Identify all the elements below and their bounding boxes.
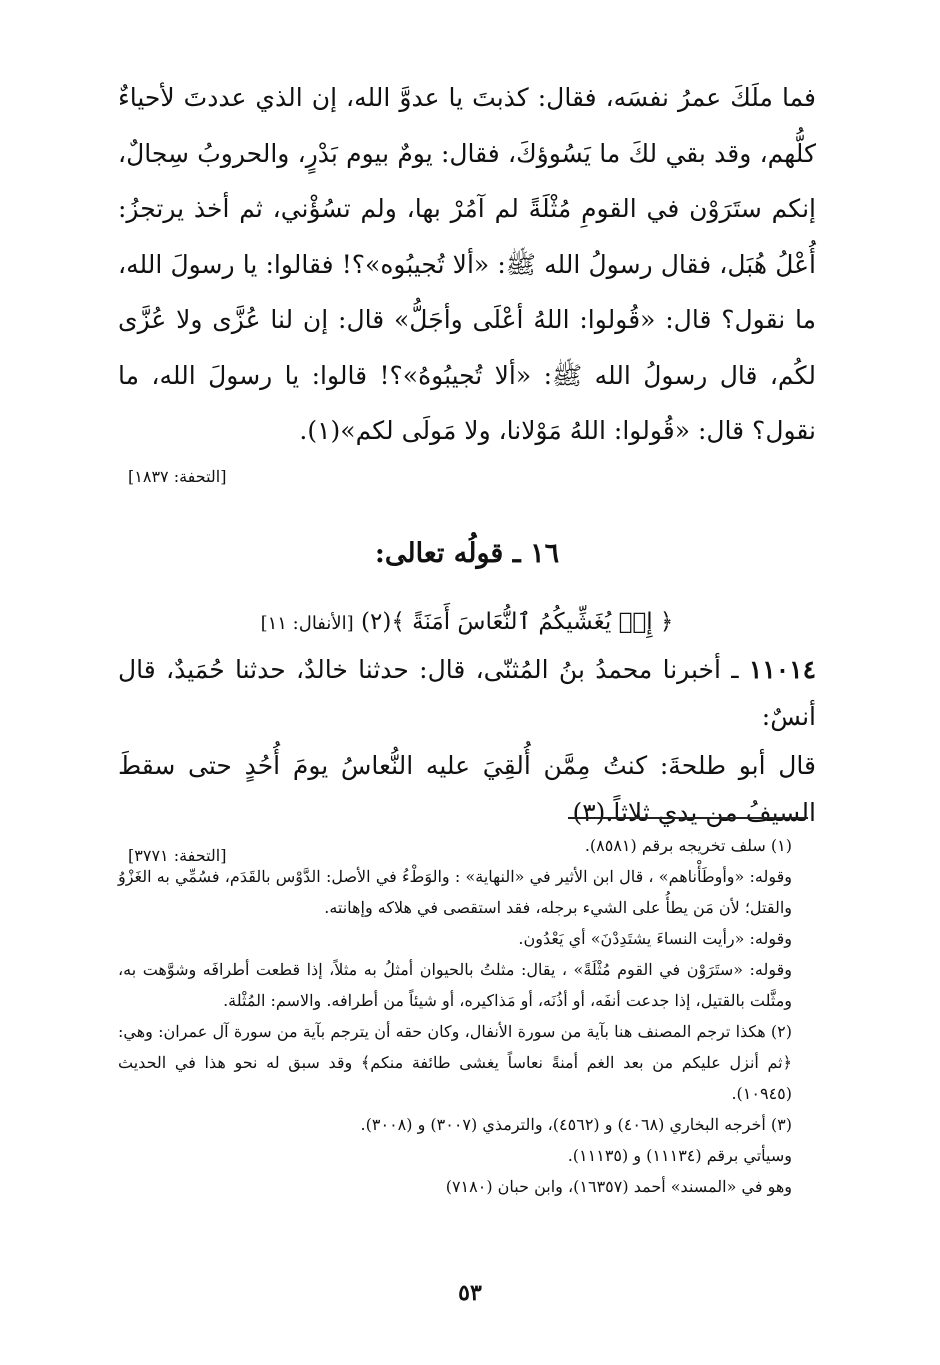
hadith-isnad: ـ أخبرنا محمدُ بنُ المُثنّى، قال: حدثنا خالدٌ، حدثنا حُمَيدٌ، قال أنسٌ: xyxy=(118,654,816,731)
verse-reference: [الأنفال: ١١] xyxy=(260,612,354,634)
hadith-number: ١١٠١٤ xyxy=(748,654,816,684)
footnote-1-note-c: وقوله: «ستَرَوْن في القوم مُثْلَةً» ، يقال: مثلتُ بالحيوان أمثلُ به مثلاً، إذا قطعت أطرافَه وشوَّهت به، ومثَّلت بالقتيل، إذا جدعت أنفَه، أو أذُنَه، أو مَذاكيره، أو شيئاً من أطرافه. والاسم: المُثْلة. xyxy=(118,960,792,1010)
tuhfa-reference-2: [التحفة: ٣٧٧١] xyxy=(128,845,227,865)
hadith-matn: قال أبو طلحةَ: كنتُ مِمَّن أُلقِيَ عليه النُّعاسُ يومَ أُحُدٍ حتى سقطَ السيفُ من يدي ثلاثاً.(٣) xyxy=(118,750,816,827)
page-number: ٥٣ xyxy=(458,1280,482,1306)
footnotes xyxy=(118,830,816,1202)
tuhfa-reference-1: [التحفة: ١٨٣٧] xyxy=(128,466,227,486)
footnote-3-note-b: وهو في «المسند» أحمد (١٦٣٥٧)، وابن حبان (٧١٨٠) xyxy=(445,1177,792,1196)
main-text: فما ملَكَ عمرُ نفسَه، فقال: كذبتَ يا عدوَّ الله، إن الذي عددتَ لأحياءٌ كلُّهم، وقد بقي لكَ ما يَسُوؤكَ، فقال: يومٌ بيوم بَدْرٍ، والحروبُ سِجالٌ، إنكم ستَرَوْن في القومِ مُثْلَةً لم آمُرْ بها، ولم تسُؤْني، ثم أخذ يرتجزُ: أُعْلُ هُبَل، فقال رسولُ الله ﷺ: «ألا تُجيبُوه»؟! فقالوا: يا رسولَ الله، ما نقول؟ قال: «قُولوا: اللهُ أعْلَى وأجَلُّ» قال: إن لنا عُزَّى ولا عُزَّى لكُم، قال رسولُ الله ﷺ: «ألا تُجيبُوهُ»؟! قالوا: يا رسولَ الله، ما نقول؟ قال: «قُولوا: اللهُ مَوْلانا، ولا مَولَى لكم»(١). xyxy=(118,83,816,445)
section-heading: ١٦ ـ قولُه تعالى: xyxy=(374,537,560,569)
footnote-1-note-b: وقوله: «رأيت النساءَ يشتَدِدْنَ» أي يَعْدُون. xyxy=(518,929,792,948)
footnote-3-note-a: وسيأتي برقم (١١١٣٤) و (١١١٣٥). xyxy=(567,1146,792,1165)
quran-verse: ﴿ إِذۡ يُغَشِّيكُمُ ٱلنُّعَاسَ أَمَنَةً ﴾(٢) xyxy=(361,608,674,635)
footnote-1-note-a: وقوله: «وأوطَأْناهم» ، قال ابن الأثير في «النهاية» : والوَطْءُ في الأصل: الدَّوْس بالقَدَم، فسُمِّي به الغَزْوُ والقتل؛ لأن مَن يطأُ على الشيء برجله، فقد استقصى في هلاكه وإهانته. xyxy=(118,867,792,917)
verse-line xyxy=(118,602,816,644)
page-body xyxy=(118,70,816,865)
footnote-divider xyxy=(568,817,808,819)
footnote-2: (٢) هكذا ترجم المصنف هنا بآية من سورة الأنفال، وكان حقه أن يترجم بآية من سورة آل عمران: وهي: ﴿ثم أنزل عليكم من بعد الغم أمنةً نعاساً يغشى طائفة منكم﴾ وقد سبق له نحو هذا في الحديث (١٠٩٤٥). xyxy=(118,1022,792,1103)
footnote-1: (١) سلف تخريجه برقم (٨٥٨١). xyxy=(584,836,792,855)
hadith-isnad-paragraph xyxy=(118,646,816,740)
footnote-3: (٣) أخرجه البخاري (٤٠٦٨) و (٤٥٦٢)، والترمذي (٣٠٠٧) و (٣٠٠٨). xyxy=(360,1115,792,1134)
